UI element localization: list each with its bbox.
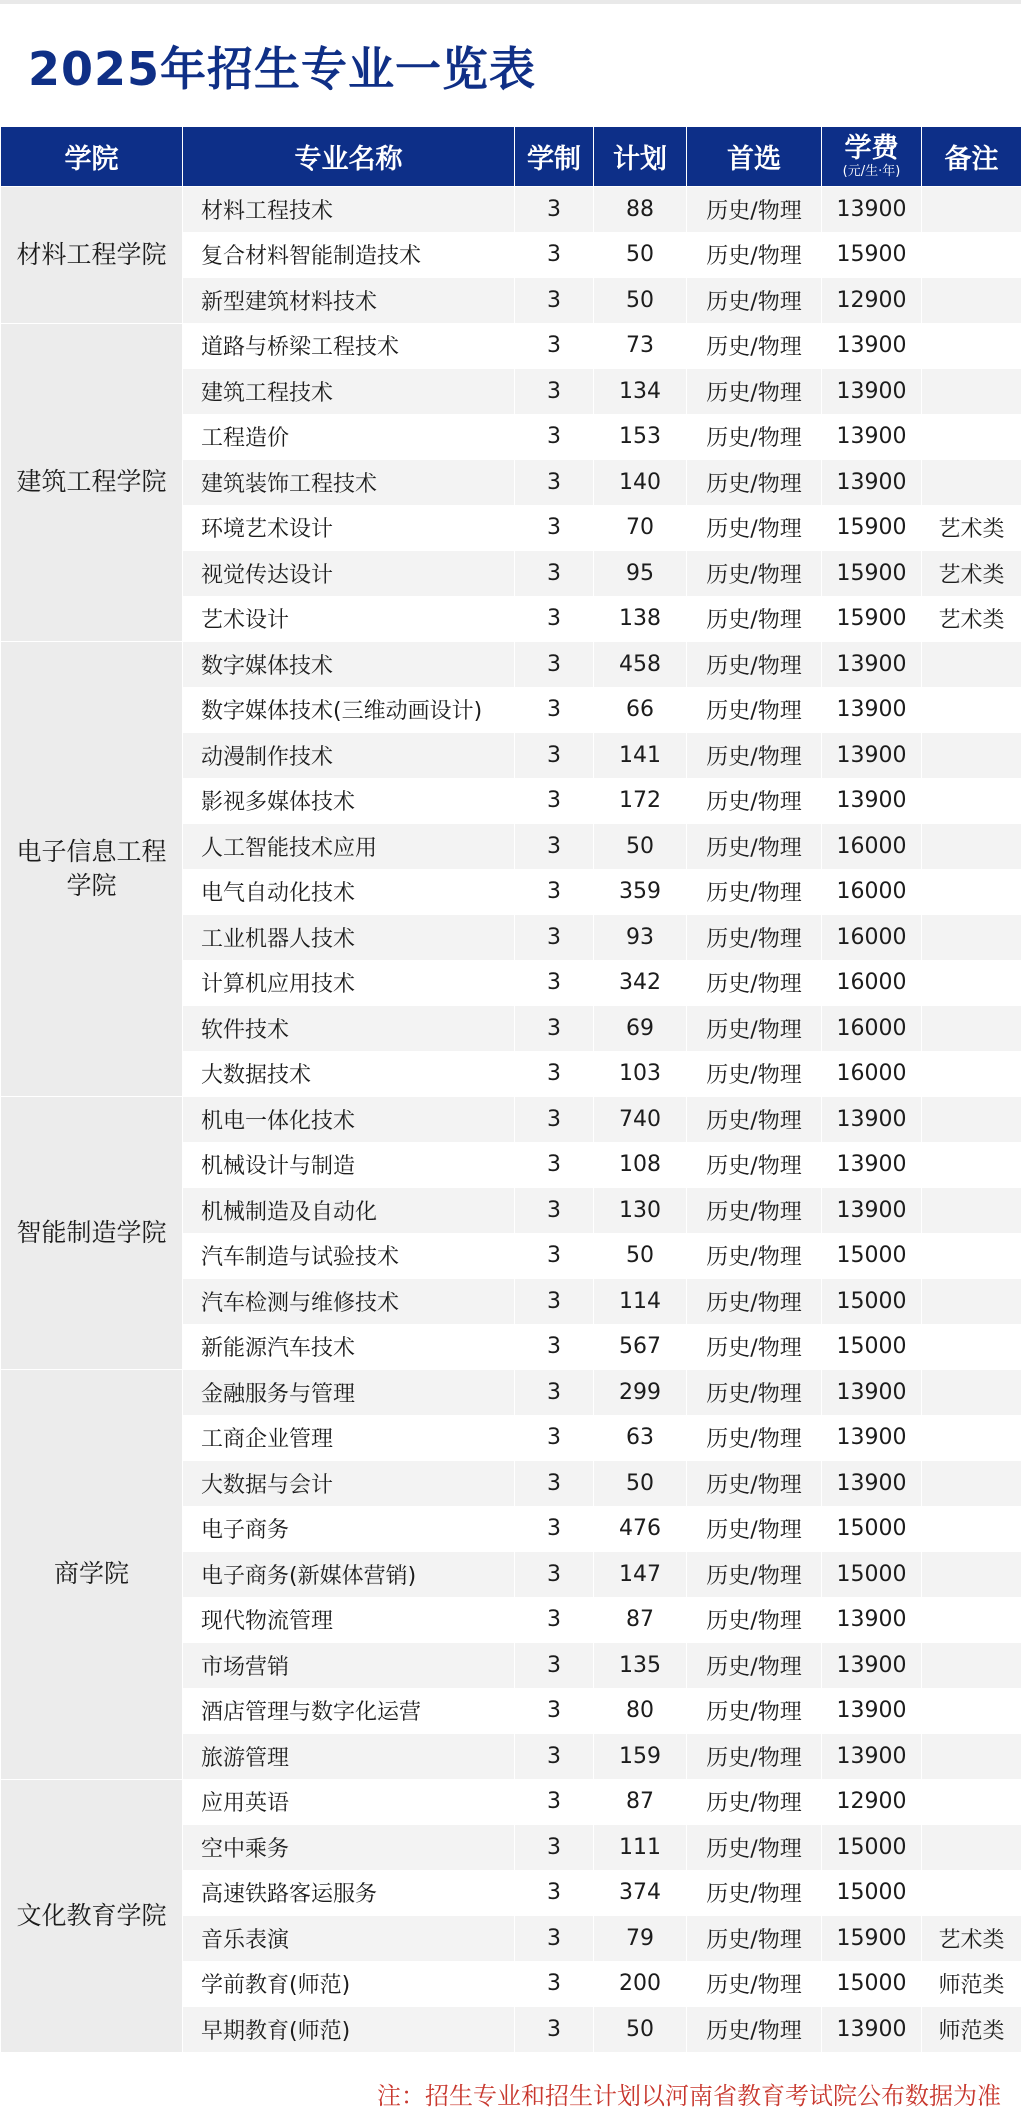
fee-cell: 13900 [822,687,922,733]
subject-cell: 历史/物理 [687,1734,822,1780]
fee-cell: 16000 [822,960,922,1006]
major-cell: 新型建筑材料技术 [183,278,515,324]
years-cell: 3 [515,687,594,733]
plan-cell: 69 [594,1006,687,1052]
major-cell: 环境艺术设计 [183,505,515,551]
plan-cell: 50 [594,2007,687,2053]
plan-cell: 138 [594,596,687,642]
fee-cell: 13900 [822,1461,922,1507]
subject-cell: 历史/物理 [687,505,822,551]
subject-cell: 历史/物理 [687,596,822,642]
fee-cell: 15000 [822,1233,922,1279]
fee-cell: 13900 [822,1734,922,1780]
years-cell: 3 [515,1870,594,1916]
fee-cell: 13900 [822,414,922,460]
major-cell: 艺术设计 [183,596,515,642]
fee-cell: 15000 [822,1870,922,1916]
note-cell [922,278,1021,324]
note-cell [922,642,1021,688]
years-cell: 3 [515,1279,594,1325]
fee-cell: 15000 [822,1961,922,2007]
subject-cell: 历史/物理 [687,1097,822,1143]
years-cell: 3 [515,1734,594,1780]
fee-cell: 15900 [822,551,922,597]
fee-cell: 13900 [822,1188,922,1234]
table-row [1,1779,1021,1825]
major-cell: 数字媒体技术 [183,642,515,688]
years-cell: 3 [515,1825,594,1871]
subject-cell: 历史/物理 [687,733,822,779]
note-cell [922,1825,1021,1871]
plan-cell: 80 [594,1688,687,1734]
table-row [1,187,1021,233]
header-fee-unit: (元/生·年) [842,164,901,179]
major-cell: 动漫制作技术 [183,733,515,779]
fee-cell: 16000 [822,1051,922,1097]
header-note: 备注 [922,127,1021,187]
subject-cell: 历史/物理 [687,1279,822,1325]
major-cell: 市场营销 [183,1643,515,1689]
subject-cell: 历史/物理 [687,278,822,324]
years-cell: 3 [515,369,594,415]
major-cell: 早期教育(师范) [183,2007,515,2053]
years-cell: 3 [515,1916,594,1962]
major-cell: 机电一体化技术 [183,1097,515,1143]
note-cell [922,1461,1021,1507]
years-cell: 3 [515,1779,594,1825]
years-cell: 3 [515,505,594,551]
college-cell: 智能制造学院 [1,1097,183,1370]
major-cell: 大数据技术 [183,1051,515,1097]
note-cell [922,414,1021,460]
plan-cell: 63 [594,1415,687,1461]
subject-cell: 历史/物理 [687,1051,822,1097]
years-cell: 3 [515,869,594,915]
subject-cell: 历史/物理 [687,232,822,278]
subject-cell: 历史/物理 [687,915,822,961]
note-cell [922,1779,1021,1825]
major-cell: 电气自动化技术 [183,869,515,915]
plan-cell: 50 [594,232,687,278]
top-divider [0,0,1021,4]
years-cell: 3 [515,551,594,597]
subject-cell: 历史/物理 [687,1506,822,1552]
years-cell: 3 [515,1188,594,1234]
plan-cell: 458 [594,642,687,688]
note-cell [922,1870,1021,1916]
plan-cell: 103 [594,1051,687,1097]
years-cell: 3 [515,1142,594,1188]
years-cell: 3 [515,824,594,870]
header-fee-label: 学费 [844,133,899,164]
plan-cell: 111 [594,1825,687,1871]
subject-cell: 历史/物理 [687,369,822,415]
fee-cell: 16000 [822,915,922,961]
subject-cell: 历史/物理 [687,869,822,915]
subject-cell: 历史/物理 [687,778,822,824]
header-subject: 首选 [687,127,822,187]
plan-cell: 50 [594,824,687,870]
fee-cell: 13900 [822,1370,922,1416]
college-cell: 文化教育学院 [1,1779,183,2052]
years-cell: 3 [515,1688,594,1734]
note-cell [922,1233,1021,1279]
subject-cell: 历史/物理 [687,1870,822,1916]
table-row [1,642,1021,688]
note-cell [922,1734,1021,1780]
note-cell [922,1688,1021,1734]
years-cell: 3 [515,596,594,642]
note-cell [922,869,1021,915]
major-cell: 影视多媒体技术 [183,778,515,824]
fee-cell: 13900 [822,187,922,233]
plan-cell: 50 [594,1461,687,1507]
years-cell: 3 [515,1506,594,1552]
subject-cell: 历史/物理 [687,1916,822,1962]
subject-cell: 历史/物理 [687,1961,822,2007]
fee-cell: 15900 [822,232,922,278]
header-college: 学院 [1,127,183,187]
note-cell [922,1142,1021,1188]
years-cell: 3 [515,1051,594,1097]
note-cell [922,232,1021,278]
note-cell [922,1506,1021,1552]
major-cell: 机械制造及自动化 [183,1188,515,1234]
subject-cell: 历史/物理 [687,1461,822,1507]
note-cell: 艺术类 [922,1916,1021,1962]
note-cell [922,1324,1021,1370]
subject-cell: 历史/物理 [687,1324,822,1370]
years-cell: 3 [515,1552,594,1598]
major-cell: 汽车检测与维修技术 [183,1279,515,1325]
header-major: 专业名称 [183,127,515,187]
years-cell: 3 [515,1961,594,2007]
footnote: 注：招生专业和招生计划以河南省教育考试院公布数据为准 [377,2082,1001,2110]
plan-cell: 50 [594,1233,687,1279]
major-cell: 工程造价 [183,414,515,460]
fee-cell: 15900 [822,596,922,642]
major-cell: 工商企业管理 [183,1415,515,1461]
subject-cell: 历史/物理 [687,1233,822,1279]
fee-cell: 15900 [822,505,922,551]
plan-cell: 95 [594,551,687,597]
plan-cell: 135 [594,1643,687,1689]
plan-cell: 141 [594,733,687,779]
note-cell: 艺术类 [922,505,1021,551]
note-cell: 艺术类 [922,551,1021,597]
fee-cell: 12900 [822,1779,922,1825]
fee-cell: 12900 [822,278,922,324]
fee-cell: 13900 [822,369,922,415]
major-cell: 现代物流管理 [183,1597,515,1643]
note-cell [922,1188,1021,1234]
fee-cell: 13900 [822,1142,922,1188]
plan-cell: 153 [594,414,687,460]
subject-cell: 历史/物理 [687,551,822,597]
major-cell: 大数据与会计 [183,1461,515,1507]
major-cell: 建筑装饰工程技术 [183,460,515,506]
header-plan: 计划 [594,127,687,187]
major-cell: 汽车制造与试验技术 [183,1233,515,1279]
plan-cell: 70 [594,505,687,551]
plan-cell: 359 [594,869,687,915]
years-cell: 3 [515,915,594,961]
note-cell [922,1006,1021,1052]
subject-cell: 历史/物理 [687,323,822,369]
subject-cell: 历史/物理 [687,824,822,870]
fee-cell: 13900 [822,1688,922,1734]
major-cell: 工业机器人技术 [183,915,515,961]
subject-cell: 历史/物理 [687,414,822,460]
major-cell: 学前教育(师范) [183,1961,515,2007]
major-cell: 电子商务(新媒体营销) [183,1552,515,1598]
plan-cell: 108 [594,1142,687,1188]
subject-cell: 历史/物理 [687,1006,822,1052]
plan-cell: 134 [594,369,687,415]
years-cell: 3 [515,1643,594,1689]
subject-cell: 历史/物理 [687,1643,822,1689]
note-cell: 师范类 [922,1961,1021,2007]
years-cell: 3 [515,960,594,1006]
fee-cell: 15000 [822,1552,922,1598]
page-title: 2025年招生专业一览表 [28,42,537,96]
major-cell: 空中乘务 [183,1825,515,1871]
header-fee [822,127,922,187]
plan-cell: 79 [594,1916,687,1962]
years-cell: 3 [515,642,594,688]
major-cell: 机械设计与制造 [183,1142,515,1188]
fee-cell: 15000 [822,1825,922,1871]
fee-cell: 15000 [822,1279,922,1325]
note-cell [922,1370,1021,1416]
fee-cell: 13900 [822,642,922,688]
table-row [1,1370,1021,1416]
subject-cell: 历史/物理 [687,1370,822,1416]
fee-cell: 13900 [822,1097,922,1143]
note-cell [922,1051,1021,1097]
subject-cell: 历史/物理 [687,1415,822,1461]
note-cell: 艺术类 [922,596,1021,642]
major-cell: 计算机应用技术 [183,960,515,1006]
note-cell [922,778,1021,824]
major-cell: 软件技术 [183,1006,515,1052]
plan-cell: 147 [594,1552,687,1598]
major-cell: 旅游管理 [183,1734,515,1780]
note-cell [922,1643,1021,1689]
plan-cell: 200 [594,1961,687,2007]
plan-cell: 130 [594,1188,687,1234]
fee-cell: 13900 [822,733,922,779]
fee-cell: 15000 [822,1324,922,1370]
major-cell: 视觉传达设计 [183,551,515,597]
note-cell [922,687,1021,733]
note-cell [922,1415,1021,1461]
note-cell [922,1097,1021,1143]
fee-cell: 16000 [822,824,922,870]
years-cell: 3 [515,187,594,233]
note-cell [922,369,1021,415]
plan-cell: 159 [594,1734,687,1780]
header-years: 学制 [515,127,594,187]
years-cell: 3 [515,414,594,460]
years-cell: 3 [515,323,594,369]
years-cell: 3 [515,2007,594,2053]
major-cell: 应用英语 [183,1779,515,1825]
subject-cell: 历史/物理 [687,642,822,688]
fee-cell: 13900 [822,1415,922,1461]
years-cell: 3 [515,1415,594,1461]
major-cell: 数字媒体技术(三维动画设计) [183,687,515,733]
plan-cell: 88 [594,187,687,233]
plan-cell: 342 [594,960,687,1006]
major-cell: 材料工程技术 [183,187,515,233]
plan-cell: 740 [594,1097,687,1143]
subject-cell: 历史/物理 [687,1597,822,1643]
plan-cell: 93 [594,915,687,961]
table-row [1,323,1021,369]
major-cell: 酒店管理与数字化运营 [183,1688,515,1734]
fee-cell: 13900 [822,2007,922,2053]
plan-cell: 50 [594,278,687,324]
major-cell: 高速铁路客运服务 [183,1870,515,1916]
subject-cell: 历史/物理 [687,1142,822,1188]
subject-cell: 历史/物理 [687,1825,822,1871]
plan-cell: 114 [594,1279,687,1325]
note-cell [922,915,1021,961]
fee-cell: 15000 [822,1506,922,1552]
subject-cell: 历史/物理 [687,1188,822,1234]
plan-cell: 87 [594,1597,687,1643]
subject-cell: 历史/物理 [687,460,822,506]
plan-cell: 140 [594,460,687,506]
fee-cell: 13900 [822,323,922,369]
years-cell: 3 [515,1597,594,1643]
years-cell: 3 [515,1461,594,1507]
subject-cell: 历史/物理 [687,1779,822,1825]
table-header-row [1,127,1021,187]
subject-cell: 历史/物理 [687,1688,822,1734]
note-cell [922,1279,1021,1325]
plan-cell: 66 [594,687,687,733]
fee-cell: 13900 [822,1643,922,1689]
plan-cell: 299 [594,1370,687,1416]
fee-cell: 13900 [822,1597,922,1643]
years-cell: 3 [515,232,594,278]
years-cell: 3 [515,1097,594,1143]
years-cell: 3 [515,778,594,824]
note-cell [922,960,1021,1006]
years-cell: 3 [515,1370,594,1416]
note-cell: 师范类 [922,2007,1021,2053]
note-cell [922,1552,1021,1598]
subject-cell: 历史/物理 [687,960,822,1006]
major-cell: 电子商务 [183,1506,515,1552]
subject-cell: 历史/物理 [687,187,822,233]
note-cell [922,824,1021,870]
table-body [1,187,1021,2053]
subject-cell: 历史/物理 [687,1552,822,1598]
plan-cell: 374 [594,1870,687,1916]
college-cell: 电子信息工程学院 [1,642,183,1097]
fee-cell: 15900 [822,1916,922,1962]
plan-cell: 73 [594,323,687,369]
college-cell: 商学院 [1,1370,183,1780]
fee-cell: 13900 [822,460,922,506]
major-cell: 建筑工程技术 [183,369,515,415]
note-cell [922,460,1021,506]
note-cell [922,733,1021,779]
years-cell: 3 [515,1233,594,1279]
note-cell [922,323,1021,369]
college-cell: 建筑工程学院 [1,323,183,642]
major-cell: 新能源汽车技术 [183,1324,515,1370]
subject-cell: 历史/物理 [687,687,822,733]
years-cell: 3 [515,1006,594,1052]
plan-cell: 567 [594,1324,687,1370]
fee-cell: 13900 [822,778,922,824]
major-cell: 音乐表演 [183,1916,515,1962]
years-cell: 3 [515,460,594,506]
major-cell: 金融服务与管理 [183,1370,515,1416]
table-row [1,1097,1021,1143]
major-cell: 人工智能技术应用 [183,824,515,870]
plan-cell: 476 [594,1506,687,1552]
enrollment-table [0,126,1021,2053]
years-cell: 3 [515,1324,594,1370]
major-cell: 道路与桥梁工程技术 [183,323,515,369]
years-cell: 3 [515,733,594,779]
subject-cell: 历史/物理 [687,2007,822,2053]
major-cell: 复合材料智能制造技术 [183,232,515,278]
years-cell: 3 [515,278,594,324]
fee-cell: 16000 [822,1006,922,1052]
plan-cell: 172 [594,778,687,824]
college-cell: 材料工程学院 [1,187,183,324]
note-cell [922,187,1021,233]
fee-cell: 16000 [822,869,922,915]
plan-cell: 87 [594,1779,687,1825]
note-cell [922,1597,1021,1643]
